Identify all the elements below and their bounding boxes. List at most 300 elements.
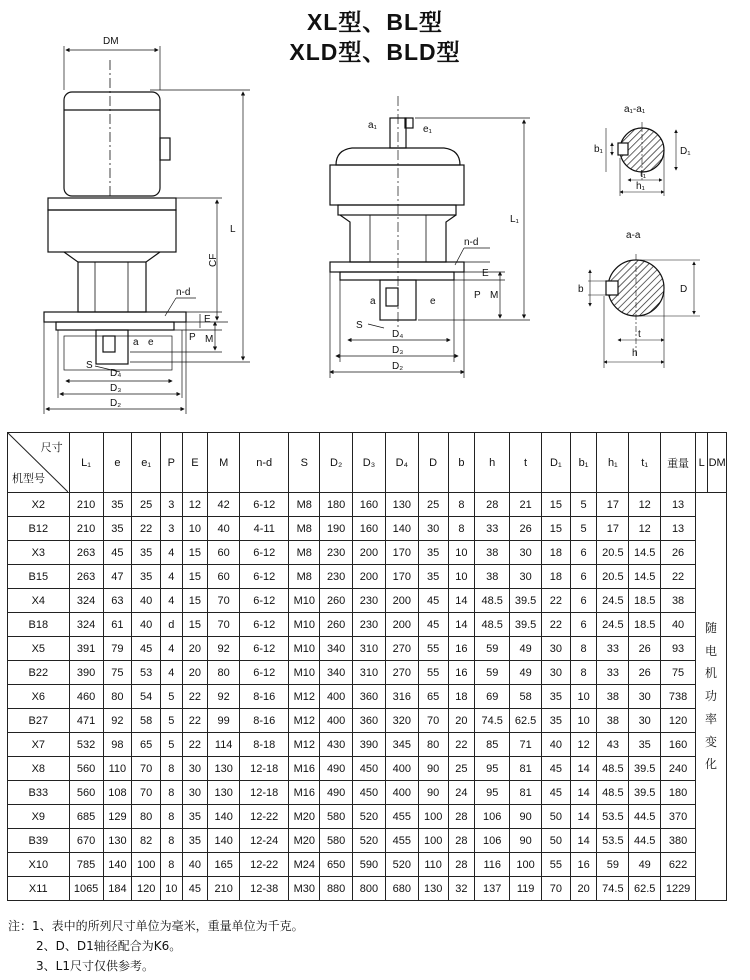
value-cell: 70 [418,709,448,733]
value-cell: 82 [132,829,161,853]
table-row [8,589,727,613]
value-cell: d [161,613,183,637]
value-cell: 16 [570,853,597,877]
value-cell: 45 [182,877,208,901]
value-cell: M10 [289,661,320,685]
value-cell: 170 [385,565,418,589]
value-cell: 14.5 [629,565,661,589]
value-cell: M16 [289,781,320,805]
col-header: DM [708,433,727,493]
value-cell: 30 [182,781,208,805]
value-cell: 230 [353,589,386,613]
value-cell: 130 [208,757,240,781]
value-cell: 310 [353,637,386,661]
value-cell: 85 [475,733,510,757]
value-cell: 18 [448,685,475,709]
value-cell: 14.5 [629,541,661,565]
value-cell: 650 [320,853,353,877]
value-cell: 455 [385,805,418,829]
value-cell: 14 [570,805,597,829]
value-cell: 75 [103,661,132,685]
value-cell: 230 [320,565,353,589]
value-cell: 70 [132,781,161,805]
value-cell: 12-22 [240,853,289,877]
col-header: D₄ [385,433,418,493]
value-cell: 184 [103,877,132,901]
value-cell: 48.5 [597,757,629,781]
label-m: M [205,334,214,345]
value-cell: 95 [475,781,510,805]
value-cell: 110 [103,757,132,781]
value-cell: 120 [661,709,696,733]
label-nd-mid: n-d [464,237,479,248]
value-cell: 15 [182,565,208,589]
value-cell: 50 [542,829,571,853]
value-cell: 28 [475,493,510,517]
value-cell: M10 [289,637,320,661]
side-note-char: 随 [705,620,718,635]
value-cell: 24 [448,781,475,805]
label-s: S [86,360,93,371]
value-cell: 74.5 [597,877,629,901]
model-cell: X10 [8,853,70,877]
value-cell: 360 [353,685,386,709]
value-cell: 129 [103,805,132,829]
col-header: D₃ [353,433,386,493]
value-cell: M8 [289,517,320,541]
model-cell: B15 [8,565,70,589]
col-header: e₁ [132,433,161,493]
value-cell: 43 [597,733,629,757]
value-cell: 18 [542,565,571,589]
value-cell: 471 [69,709,103,733]
value-cell: 400 [320,709,353,733]
label-d2-mid: D₂ [392,361,404,372]
side-note-char: 机 [705,666,718,681]
table-row [8,565,727,589]
value-cell: 345 [385,733,418,757]
col-header: L [696,433,708,493]
table-row [8,757,727,781]
table-body [8,493,727,901]
value-cell: 21 [510,493,542,517]
section-a1-title: a₁-a₁ [624,104,646,115]
value-cell: 59 [475,637,510,661]
value-cell: 3 [161,517,183,541]
value-cell: 65 [132,733,161,757]
value-cell: 5 [161,733,183,757]
value-cell: 40 [542,733,571,757]
value-cell: 32 [448,877,475,901]
value-cell: M8 [289,541,320,565]
value-cell: 130 [208,781,240,805]
value-cell: 81 [510,757,542,781]
model-cell: X6 [8,685,70,709]
model-cell: X11 [8,877,70,901]
value-cell: M16 [289,757,320,781]
value-cell: 100 [418,829,448,853]
value-cell: 140 [208,829,240,853]
side-note-char: 化 [705,757,718,772]
value-cell: 6 [570,613,597,637]
value-cell: 48.5 [597,781,629,805]
value-cell: 532 [69,733,103,757]
value-cell: 25 [418,493,448,517]
value-cell: 3 [161,493,183,517]
value-cell: 26 [510,517,542,541]
label-e-upper-mid: E [482,268,489,279]
col-header: h₁ [597,433,629,493]
value-cell: 60 [208,541,240,565]
label-b1: b₁ [594,144,603,155]
value-cell: 8 [161,853,183,877]
value-cell: 48.5 [475,613,510,637]
value-cell: 8 [570,637,597,661]
value-cell: 8-16 [240,685,289,709]
value-cell: 45 [418,589,448,613]
value-cell: 14 [570,757,597,781]
value-cell: 6-12 [240,613,289,637]
value-cell: 95 [475,757,510,781]
value-cell: 69 [475,685,510,709]
value-cell: 38 [597,709,629,733]
label-t: t [638,329,641,340]
value-cell: 38 [475,541,510,565]
value-cell: 10 [448,565,475,589]
value-cell: 39.5 [510,613,542,637]
value-cell: 22 [132,517,161,541]
value-cell: 49 [629,853,661,877]
value-cell: 390 [69,661,103,685]
value-cell: 12-38 [240,877,289,901]
value-cell: 35 [132,541,161,565]
value-cell: 35 [103,493,132,517]
value-cell: 55 [418,637,448,661]
label-h1: h₁ [636,181,645,192]
col-header: M [208,433,240,493]
value-cell: 55 [542,853,571,877]
label-e-lower: e [148,337,154,348]
value-cell: M8 [289,565,320,589]
value-cell: M20 [289,829,320,853]
value-cell: 590 [353,853,386,877]
value-cell: 4 [161,589,183,613]
value-cell: 800 [353,877,386,901]
value-cell: 90 [418,781,448,805]
value-cell: 100 [132,853,161,877]
value-cell: 18.5 [629,589,661,613]
value-cell: 400 [320,685,353,709]
value-cell: 22 [182,709,208,733]
value-cell: 20 [182,637,208,661]
value-cell: 30 [182,757,208,781]
value-cell: 5 [570,493,597,517]
value-cell: 33 [475,517,510,541]
value-cell: 6 [570,589,597,613]
value-cell: 380 [661,829,696,853]
side-note-char: 功 [705,689,718,704]
value-cell: 5 [161,685,183,709]
value-cell: 130 [385,493,418,517]
label-m-mid: M [490,290,499,301]
table-row [8,781,727,805]
value-cell: 8 [161,757,183,781]
value-cell: 35 [182,829,208,853]
col-header: n-d [240,433,289,493]
value-cell: 35 [132,565,161,589]
value-cell: 670 [69,829,103,853]
model-cell: X7 [8,733,70,757]
side-note [696,493,727,901]
value-cell: 6-12 [240,661,289,685]
label-l1: L₁ [510,214,519,225]
value-cell: 75 [661,661,696,685]
value-cell: 400 [385,781,418,805]
value-cell: 6 [570,565,597,589]
label-dm: DM [103,36,119,47]
label-l: L [230,224,236,235]
value-cell: 622 [661,853,696,877]
label-d4-mid: D₄ [392,329,404,340]
model-cell: B27 [8,709,70,733]
value-cell: 320 [385,709,418,733]
value-cell: 35 [542,709,571,733]
table-row [8,685,727,709]
value-cell: 90 [510,829,542,853]
table-row [8,829,727,853]
value-cell: 70 [208,613,240,637]
value-cell: 99 [208,709,240,733]
value-cell: 81 [510,781,542,805]
value-cell: 106 [475,829,510,853]
value-cell: 8 [570,661,597,685]
value-cell: 4 [161,637,183,661]
value-cell: 15 [542,493,571,517]
value-cell: 170 [385,541,418,565]
col-header: t [510,433,542,493]
section-a-drawing [588,254,700,368]
value-cell: 30 [542,637,571,661]
value-cell: 28 [448,805,475,829]
value-cell: 8-18 [240,733,289,757]
col-header: h [475,433,510,493]
value-cell: 93 [661,637,696,661]
value-cell: 340 [320,637,353,661]
value-cell: 80 [208,661,240,685]
label-nd: n-d [176,287,191,298]
value-cell: 15 [182,613,208,637]
value-cell: 90 [418,757,448,781]
value-cell: 190 [320,517,353,541]
value-cell: 38 [475,565,510,589]
label-a1: a₁ [368,120,377,131]
title-line-1: XL型、BL型 [306,9,444,35]
model-cell: B39 [8,829,70,853]
value-cell: 6-12 [240,589,289,613]
value-cell: 18 [542,541,571,565]
value-cell: 200 [385,613,418,637]
value-cell: 4 [161,565,183,589]
col-header: 重量 [661,433,696,493]
value-cell: 8 [161,781,183,805]
header-row [8,433,727,493]
value-cell: 324 [69,589,103,613]
value-cell: 12-24 [240,829,289,853]
middle-drawing [330,96,530,378]
value-cell: 270 [385,661,418,685]
model-cell: B18 [8,613,70,637]
value-cell: 10 [448,541,475,565]
value-cell: 1065 [69,877,103,901]
model-cell: B22 [8,661,70,685]
model-cell: X4 [8,589,70,613]
corner-cell [8,433,70,493]
value-cell: 180 [320,493,353,517]
value-cell: 14 [448,589,475,613]
value-cell: 39.5 [629,781,661,805]
value-cell: 230 [320,541,353,565]
value-cell: 92 [208,637,240,661]
table-row [8,493,727,517]
value-cell: M8 [289,493,320,517]
value-cell: 685 [69,805,103,829]
value-cell: 61 [103,613,132,637]
note-1: 注：1、表中的所列尺寸单位为毫米，重量单位为千克。 [8,919,304,933]
value-cell: 210 [69,493,103,517]
side-note-char: 率 [705,711,718,726]
value-cell: 8 [161,829,183,853]
value-cell: 140 [385,517,418,541]
value-cell: 30 [510,541,542,565]
value-cell: 116 [475,853,510,877]
value-cell: 80 [418,733,448,757]
value-cell: 165 [208,853,240,877]
model-cell: X9 [8,805,70,829]
value-cell: 40 [661,613,696,637]
value-cell: 8 [448,493,475,517]
value-cell: 45 [418,613,448,637]
value-cell: 44.5 [629,829,661,853]
value-cell: 26 [661,541,696,565]
section-a-title: a-a [626,230,641,241]
label-p: P [189,332,196,343]
value-cell: 48.5 [475,589,510,613]
value-cell: 70 [542,877,571,901]
model-cell: X5 [8,637,70,661]
value-cell: 580 [320,805,353,829]
value-cell: 22 [542,613,571,637]
model-cell: X2 [8,493,70,517]
value-cell: M12 [289,733,320,757]
value-cell: 12 [629,517,661,541]
col-header: E [182,433,208,493]
value-cell: 16 [448,661,475,685]
value-cell: 53 [132,661,161,685]
middle-drawing-labels [356,120,520,372]
value-cell: 8 [161,805,183,829]
value-cell: 390 [353,733,386,757]
value-cell: 680 [385,877,418,901]
value-cell: 200 [385,589,418,613]
dimension-table [7,432,727,901]
value-cell: 45 [132,637,161,661]
value-cell: 22 [182,685,208,709]
value-cell: 20 [182,661,208,685]
value-cell: 8-16 [240,709,289,733]
value-cell: 25 [132,493,161,517]
value-cell: 520 [353,805,386,829]
title-line-2: XLD型、BLD型 [289,39,461,65]
value-cell: M20 [289,805,320,829]
value-cell: 33 [597,661,629,685]
value-cell: 10 [570,685,597,709]
value-cell: 370 [661,805,696,829]
notes [8,916,304,976]
table-row [8,613,727,637]
value-cell: 12-18 [240,757,289,781]
label-h: h [632,348,638,359]
value-cell: 35 [418,565,448,589]
value-cell: 12 [182,493,208,517]
value-cell: 140 [103,853,132,877]
value-cell: 17 [597,493,629,517]
table-row [8,853,727,877]
value-cell: 10 [570,709,597,733]
value-cell: 40 [208,517,240,541]
label-b: b [578,284,584,295]
value-cell: M10 [289,589,320,613]
table-row [8,637,727,661]
value-cell: 6-12 [240,565,289,589]
value-cell: 210 [208,877,240,901]
value-cell: 49 [510,661,542,685]
value-cell: 1229 [661,877,696,901]
value-cell: 110 [418,853,448,877]
value-cell: 490 [320,757,353,781]
table-row [8,541,727,565]
value-cell: 108 [103,781,132,805]
value-cell: 79 [103,637,132,661]
value-cell: 92 [208,685,240,709]
value-cell: 22 [182,733,208,757]
value-cell: 54 [132,685,161,709]
value-cell: 22 [542,589,571,613]
value-cell: 14 [448,613,475,637]
label-a-mid: a [370,296,376,307]
value-cell: 455 [385,829,418,853]
value-cell: 28 [448,829,475,853]
value-cell: 22 [661,565,696,589]
col-header: b [448,433,475,493]
value-cell: 70 [132,757,161,781]
value-cell: 59 [475,661,510,685]
value-cell: 100 [510,853,542,877]
value-cell: 200 [353,541,386,565]
value-cell: 4-11 [240,517,289,541]
value-cell: 460 [69,685,103,709]
value-cell: 4 [161,661,183,685]
corner-top-label: 尺寸 [40,442,63,454]
value-cell: 6-12 [240,493,289,517]
table-row [8,733,727,757]
value-cell: 35 [182,805,208,829]
value-cell: 58 [510,685,542,709]
value-cell: 45 [542,781,571,805]
table-row [8,877,727,901]
value-cell: 230 [353,613,386,637]
value-cell: 30 [542,661,571,685]
value-cell: 263 [69,541,103,565]
